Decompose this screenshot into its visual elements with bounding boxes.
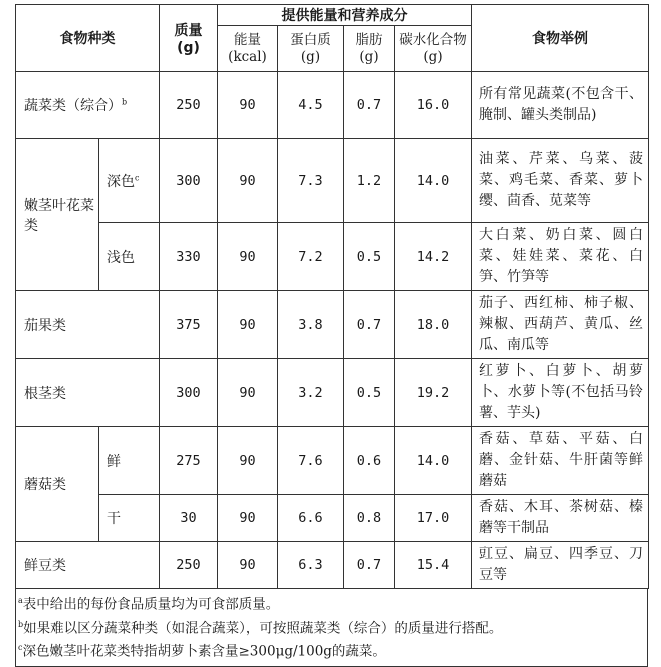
carb-cell: 19.2 xyxy=(395,359,472,427)
protein-cell: 7.6 xyxy=(278,427,344,495)
energy-cell: 90 xyxy=(218,291,278,359)
protein-cell: 7.2 xyxy=(278,223,344,291)
energy-cell: 90 xyxy=(218,427,278,495)
protein-cell: 3.8 xyxy=(278,291,344,359)
table-row xyxy=(16,139,649,223)
energy-cell: 90 xyxy=(218,223,278,291)
footnote-mark: c xyxy=(135,172,140,182)
protein-cell: 4.5 xyxy=(278,72,344,139)
row-group-name: 蘑菇类 xyxy=(16,427,99,542)
footnote-mark: a xyxy=(18,596,23,605)
row-group-name: 嫩茎叶花菜类 xyxy=(16,139,99,291)
mass-cell: 330 xyxy=(160,223,218,291)
energy-cell: 90 xyxy=(218,542,278,589)
footnote-text: 如果难以区分蔬菜种类（如混合蔬菜），可按照蔬菜类（综合）的质量进行搭配。 xyxy=(23,620,503,636)
examples-cell: 香菇、木耳、茶树菇、榛蘑等干制品 xyxy=(472,495,649,542)
header-fat xyxy=(344,26,395,72)
table-row xyxy=(16,291,649,359)
header-carb-label: 碳水化合物 xyxy=(399,31,467,48)
header-mass-label: 质量 xyxy=(174,23,203,39)
protein-cell: 7.3 xyxy=(278,139,344,223)
row-name: 鲜豆类 xyxy=(16,542,160,589)
row-subname xyxy=(99,139,160,223)
header-energy-unit: (kcal) xyxy=(228,48,267,65)
fat-cell: 0.8 xyxy=(344,495,395,542)
footnote-mark: b xyxy=(18,619,24,629)
header-carb-unit: (g) xyxy=(423,48,443,65)
header-protein-unit: (g) xyxy=(300,48,321,65)
mass-cell: 300 xyxy=(160,359,218,427)
footnote-text: 深色嫩茎叶花菜类特指胡萝卜素含量≥300μg/100g的蔬菜。 xyxy=(22,643,386,660)
vegetable-serving-table xyxy=(15,4,648,667)
fat-cell: 0.7 xyxy=(344,72,395,139)
header-energy xyxy=(218,26,278,72)
table-row xyxy=(16,359,649,427)
header-protein xyxy=(278,26,344,72)
footnote-mark: c xyxy=(18,643,23,652)
header-protein-label: 蛋白质 xyxy=(290,31,331,48)
header-fat-label: 脂肪 xyxy=(355,31,383,48)
row-name-text: 蔬菜类（综合） xyxy=(24,98,122,114)
mass-cell: 30 xyxy=(160,495,218,542)
carb-cell: 16.0 xyxy=(395,72,472,139)
examples-cell: 豇豆、扁豆、四季豆、刀豆等 xyxy=(472,542,649,589)
header-mass-unit: (g) xyxy=(177,40,200,56)
row-name: 茄果类 xyxy=(16,291,160,359)
nutrition-table xyxy=(15,4,649,589)
fat-cell: 0.7 xyxy=(344,291,395,359)
header-food-type: 食物种类 xyxy=(16,5,160,72)
fat-cell: 0.5 xyxy=(344,223,395,291)
mass-cell: 300 xyxy=(160,139,218,223)
fat-cell: 0.5 xyxy=(344,359,395,427)
footnote-text: 表中给出的每份食品质量均为可食部质量。 xyxy=(22,596,280,613)
examples-cell: 红萝卜、白萝卜、胡萝卜、水萝卜等(不包括马铃薯、芋头) xyxy=(472,359,649,427)
table-row xyxy=(16,427,649,495)
energy-cell: 90 xyxy=(218,495,278,542)
table-row xyxy=(16,223,649,291)
header-carb xyxy=(395,26,472,72)
examples-cell: 所有常见蔬菜(不包含干、腌制、罐头类制品) xyxy=(472,72,649,139)
protein-cell: 6.3 xyxy=(278,542,344,589)
header-energy-label: 能量 xyxy=(234,31,261,48)
protein-cell: 3.2 xyxy=(278,359,344,427)
row-subname-text: 深色 xyxy=(107,173,135,190)
row-subname: 浅色 xyxy=(99,223,160,291)
footnote-c xyxy=(18,638,647,662)
energy-cell: 90 xyxy=(218,359,278,427)
table-footnotes xyxy=(15,589,648,667)
carb-cell: 15.4 xyxy=(395,542,472,589)
examples-cell: 茄子、西红柿、柿子椒、辣椒、西葫芦、黄瓜、丝瓜、南瓜等 xyxy=(472,291,649,359)
carb-cell: 17.0 xyxy=(395,495,472,542)
protein-cell: 6.6 xyxy=(278,495,344,542)
mass-cell: 375 xyxy=(160,291,218,359)
mass-cell: 250 xyxy=(160,72,218,139)
carb-cell: 14.0 xyxy=(395,139,472,223)
footnote-a xyxy=(18,591,647,615)
row-name: 根茎类 xyxy=(16,359,160,427)
table-row xyxy=(16,495,649,542)
row-subname: 鲜 xyxy=(99,427,160,495)
fat-cell: 0.6 xyxy=(344,427,395,495)
carb-cell: 14.0 xyxy=(395,427,472,495)
header-examples: 食物举例 xyxy=(472,5,649,72)
energy-cell: 90 xyxy=(218,139,278,223)
examples-cell: 香菇、草菇、平菇、白蘑、金针菇、牛肝菌等鲜蘑菇 xyxy=(472,427,649,495)
header-row-1 xyxy=(16,5,649,26)
header-mass xyxy=(160,5,218,72)
row-subname: 干 xyxy=(99,495,160,542)
header-fat-unit: (g) xyxy=(359,48,379,65)
carb-cell: 14.2 xyxy=(395,223,472,291)
fat-cell: 0.7 xyxy=(344,542,395,589)
mass-cell: 250 xyxy=(160,542,218,589)
header-provides: 提供能量和营养成分 xyxy=(218,5,472,26)
table-row xyxy=(16,542,649,589)
carb-cell: 18.0 xyxy=(395,291,472,359)
footnote-mark: b xyxy=(122,97,128,107)
examples-cell: 大白菜、奶白菜、圆白菜、娃娃菜、菜花、白笋、竹笋等 xyxy=(472,223,649,291)
table-row xyxy=(16,72,649,139)
fat-cell: 1.2 xyxy=(344,139,395,223)
mass-cell: 275 xyxy=(160,427,218,495)
energy-cell: 90 xyxy=(218,72,278,139)
footnote-b xyxy=(18,615,647,639)
examples-cell: 油菜、芹菜、乌菜、菠菜、鸡毛菜、香菜、萝卜缨、茴香、苋菜等 xyxy=(472,139,649,223)
row-name xyxy=(16,72,160,139)
